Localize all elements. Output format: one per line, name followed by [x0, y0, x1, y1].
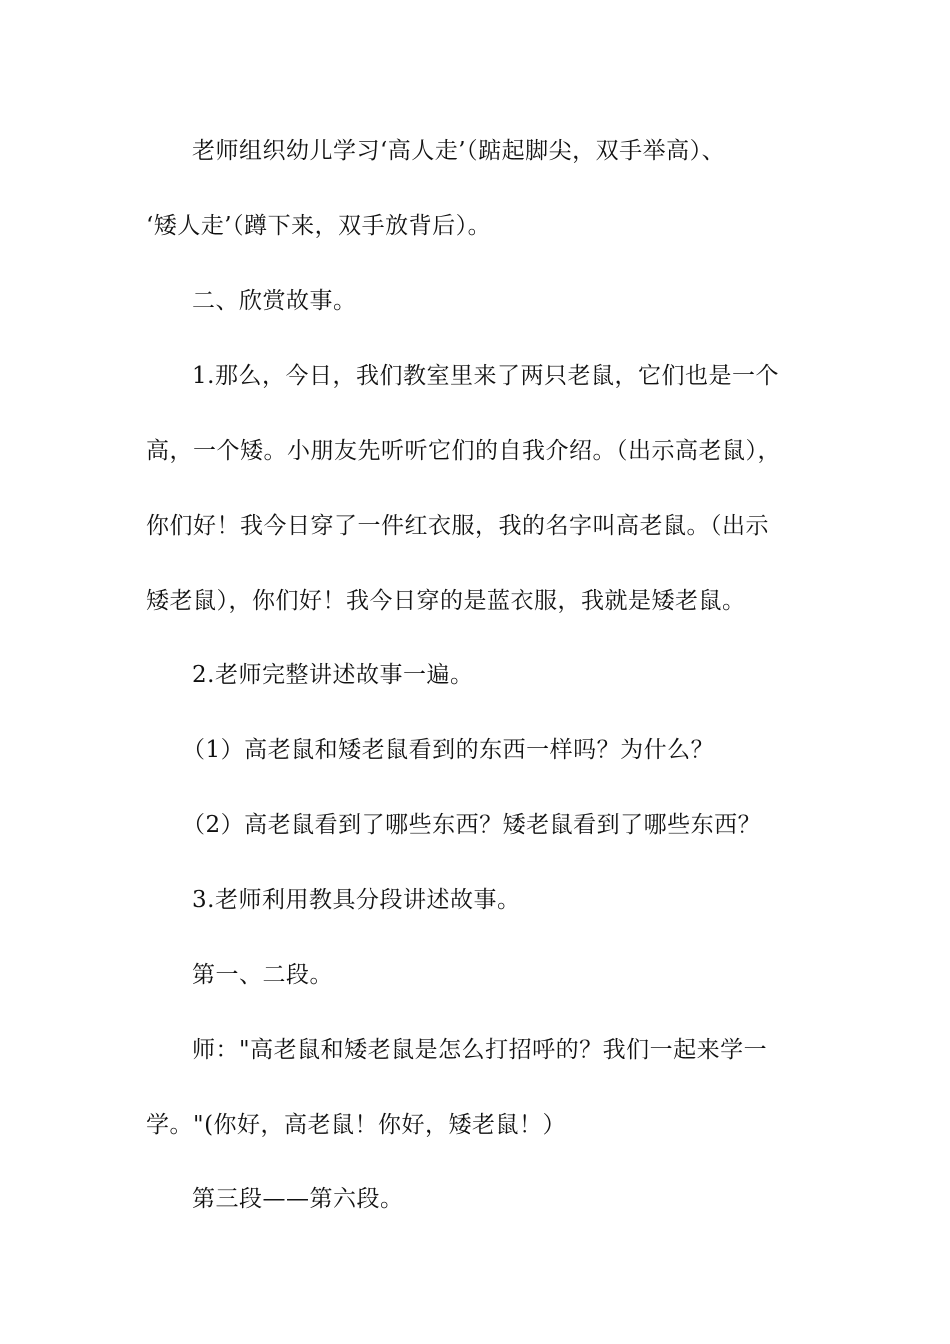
paragraph-line: 第三段——第六段。 — [192, 1186, 404, 1212]
paragraph-line: 老师组织幼儿学习‘高人走’（踮起脚尖，双手举高）、 — [192, 138, 726, 164]
paragraph-line: 1.那么，今日，我们教室里来了两只老鼠，它们也是一个 — [192, 363, 779, 389]
paragraph-line: 矮老鼠），你们好！我今日穿的是蓝衣服，我就是矮老鼠。 — [146, 588, 746, 614]
paragraph-line: 2.老师完整讲述故事一遍。 — [192, 662, 474, 688]
paragraph-line: ‘矮人走’（蹲下来，双手放背后）。 — [146, 213, 492, 239]
paragraph-line: 第一、二段。 — [192, 962, 333, 988]
question-item: （2）高老鼠看到了哪些东西？矮老鼠看到了哪些东西？ — [182, 812, 762, 838]
paragraph-line: 学。"(你好，高老鼠！你好，矮老鼠！） — [146, 1112, 567, 1138]
paragraph-line: 师："高老鼠和矮老鼠是怎么打招呼的？我们一起来学一 — [192, 1037, 768, 1063]
paragraph-line: 高，一个矮。小朋友先听听它们的自我介绍。（出示高老鼠）， — [146, 438, 781, 464]
section-heading: 二、欣赏故事。 — [192, 288, 357, 314]
paragraph-line: 3.老师利用教具分段讲述故事。 — [192, 887, 521, 913]
paragraph-line: 你们好！我今日穿了一件红衣服，我的名字叫高老鼠。（出示 — [146, 513, 769, 539]
question-item: （1）高老鼠和矮老鼠看到的东西一样吗？为什么？ — [182, 737, 715, 763]
